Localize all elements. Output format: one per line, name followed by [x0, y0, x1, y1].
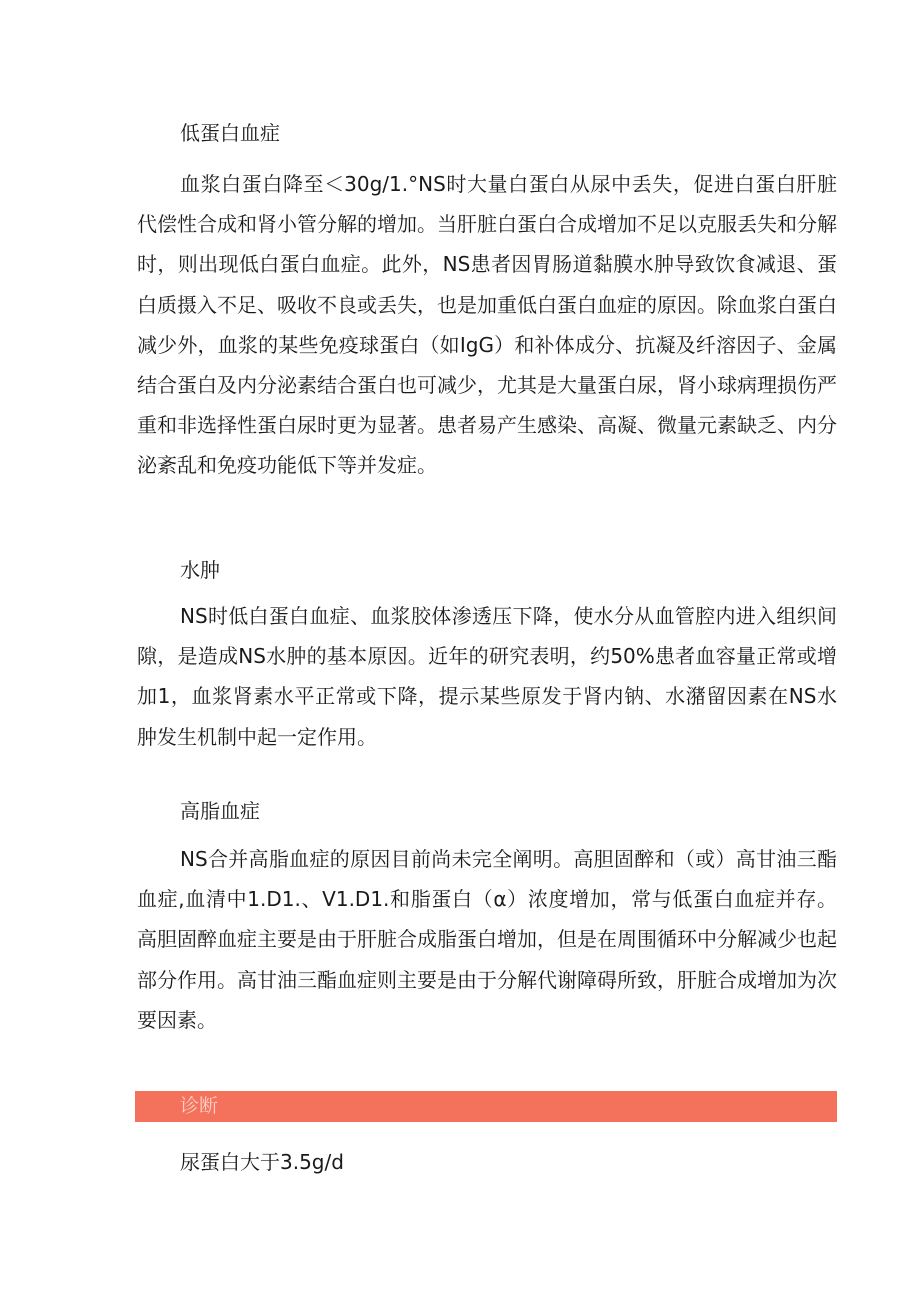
paragraph-edema: NS时低白蛋白血症、血浆胶体渗透压下降，使水分从血管腔内进入组织间隙，是造成NS水肿的基本原因。近年的研究表明，约50%患者血容量正常或增加1，血浆肾素水平正常或下降，提示某些原发于肾内钠、水潴留因素在NS水肿发生机制中起一定作用。 [137, 604, 837, 749]
diagnosis-criterion: 尿蛋白大于3.5g/d [180, 1150, 344, 1174]
heading-hypoalbuminemia: 低蛋白血症 [180, 121, 280, 145]
diagnosis-banner-label: 诊断 [180, 1095, 219, 1117]
diagnosis-section-banner [135, 1091, 837, 1122]
heading-edema: 水肿 [180, 558, 220, 582]
paragraph-hypoalbuminemia: 血浆白蛋白降至＜30g/1.°NS时大量白蛋白从尿中丢失，促进白蛋白肝脏代偿性合成和肾小管分解的增加。当肝脏白蛋白合成增加不足以克服丢失和分解时，则出现低白蛋白血症。此外，NS患者因胃肠道黏膜水肿导致饮食减退、蛋白质摄入不足、吸收不良或丢失，也是加重低白蛋白血症的原因。除血浆白蛋白减少外，血浆的某些免疫球蛋白（如IgG）和补体成分、抗凝及纤溶因子、金属结合蛋白及内分泌素结合蛋白也可减少，尤其是大量蛋白尿，肾小球病理损伤严重和非选择性蛋白尿时更为显著。患者易产生感染、高凝、微量元素缺乏、内分泌紊乱和免疫功能低下等并发症。 [137, 172, 837, 478]
heading-hyperlipidemia: 高脂血症 [180, 799, 260, 823]
paragraph-hyperlipidemia: NS合并高脂血症的原因目前尚未完全阐明。高胆固醉和（或）高甘油三酯血症,血清中1.D1.、V1.D1.和脂蛋白（α）浓度增加，常与低蛋白血症并存。高胆固醉血症主要是由于肝脏合成脂蛋白增加，但是在周围循环中分解减少也起部分作用。高甘油三酯血症则主要是由于分解代谢障碍所致，肝脏合成增加为次要因素。 [137, 847, 837, 1032]
